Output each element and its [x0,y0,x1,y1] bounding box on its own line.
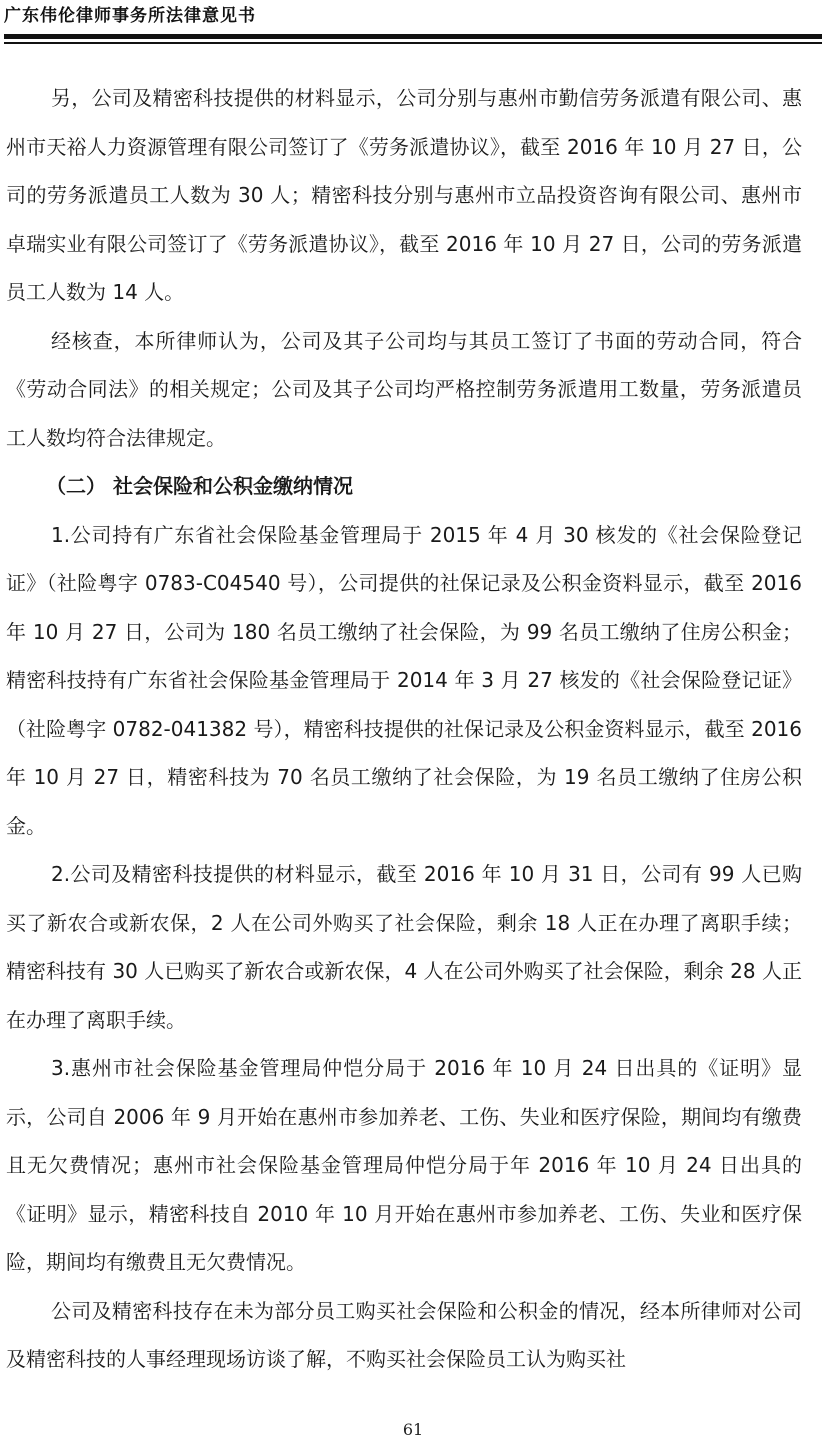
paragraph-unpaid-insurance: 公司及精密科技存在未为部分员工购买社会保险和公积金的情况，经本所律师对公司及精密科技的人事经理现场访谈了解，不购买社会保险员工认为购买社 [6,1298,802,1371]
section-heading-social-insurance: （二） 社会保险和公积金缴纳情况 [46,474,353,498]
document-body [6,74,802,1384]
page-number: 61 [402,1420,424,1439]
paragraph-item-2: 2.公司及精密科技提供的材料显示，截至 2016 年 10 月 31 日，公司有 99 人已购买了新农合或新农保，2 人在公司外购买了社会保险，剩余 18 人正在办理了离职手续；精密科技有 30 人已购买了新农合或新农保，4 人在公司外购买了社会保险，剩余 28 人正在办理了离职手续。 [6,862,802,1032]
header-rule-thin [4,42,822,44]
paragraph-item-1: 1.公司持有广东省社会保险基金管理局于 2015 年 4 月 30 核发的《社会保险登记证》（社险粤字 0783-C04540 号），公司提供的社保记录及公积金资料显示，截至 2016 年 10 月 27 日，公司为 180 名员工缴纳了社会保险，为 99 名员工缴纳了住房公积金；精密科技持有广东省社会保险基金管理局于 2014 年 3 月 27 核发的《社会保险登记证》（社险粤字 0782-041382 号），精密科技提供的社保记录及公积金资料显示，截至 2016 年 10 月 27 日，精密科技为 70 名员工缴纳了社会保险，为 19 名员工缴纳了住房公积金。 [6,522,802,838]
paragraph-verification-conclusion: 经核查，本所律师认为，公司及其子公司均与其员工签订了书面的劳动合同，符合《劳动合同法》的相关规定；公司及其子公司均严格控制劳务派遣用工数量，劳务派遣员工人数均符合法律规定。 [6,328,802,450]
header-rule [4,34,822,39]
header-title: 广东伟伦律师事务所法律意见书 [4,6,256,26]
paragraph-item-3: 3.惠州市社会保险基金管理局仲恺分局于 2016 年 10 月 24 日出具的《证明》显示，公司自 2006 年 9 月开始在惠州市参加养老、工伤、失业和医疗保险，期间均有缴费且无欠费情况；惠州市社会保险基金管理局仲恺分局于年 2016 年 10 月 24 日出具的《证明》显示，精密科技自 2010 年 10 月开始在惠州市参加养老、工伤、失业和医疗保险，期间均有缴费且无欠费情况。 [6,1056,802,1274]
page-header [4,4,822,44]
paragraph-labor-dispatch: 另，公司及精密科技提供的材料显示，公司分别与惠州市勤信劳务派遣有限公司、惠州市天裕人力资源管理有限公司签订了《劳务派遣协议》，截至 2016 年 10 月 27 日，公司的劳务派遣员工人数为 30 人；精密科技分别与惠州市立品投资咨询有限公司、惠州市卓瑞实业有限公司签订了《劳务派遣协议》，截至 2016 年 10 月 27 日，公司的劳务派遣员工人数为 14 人。 [6,86,802,304]
